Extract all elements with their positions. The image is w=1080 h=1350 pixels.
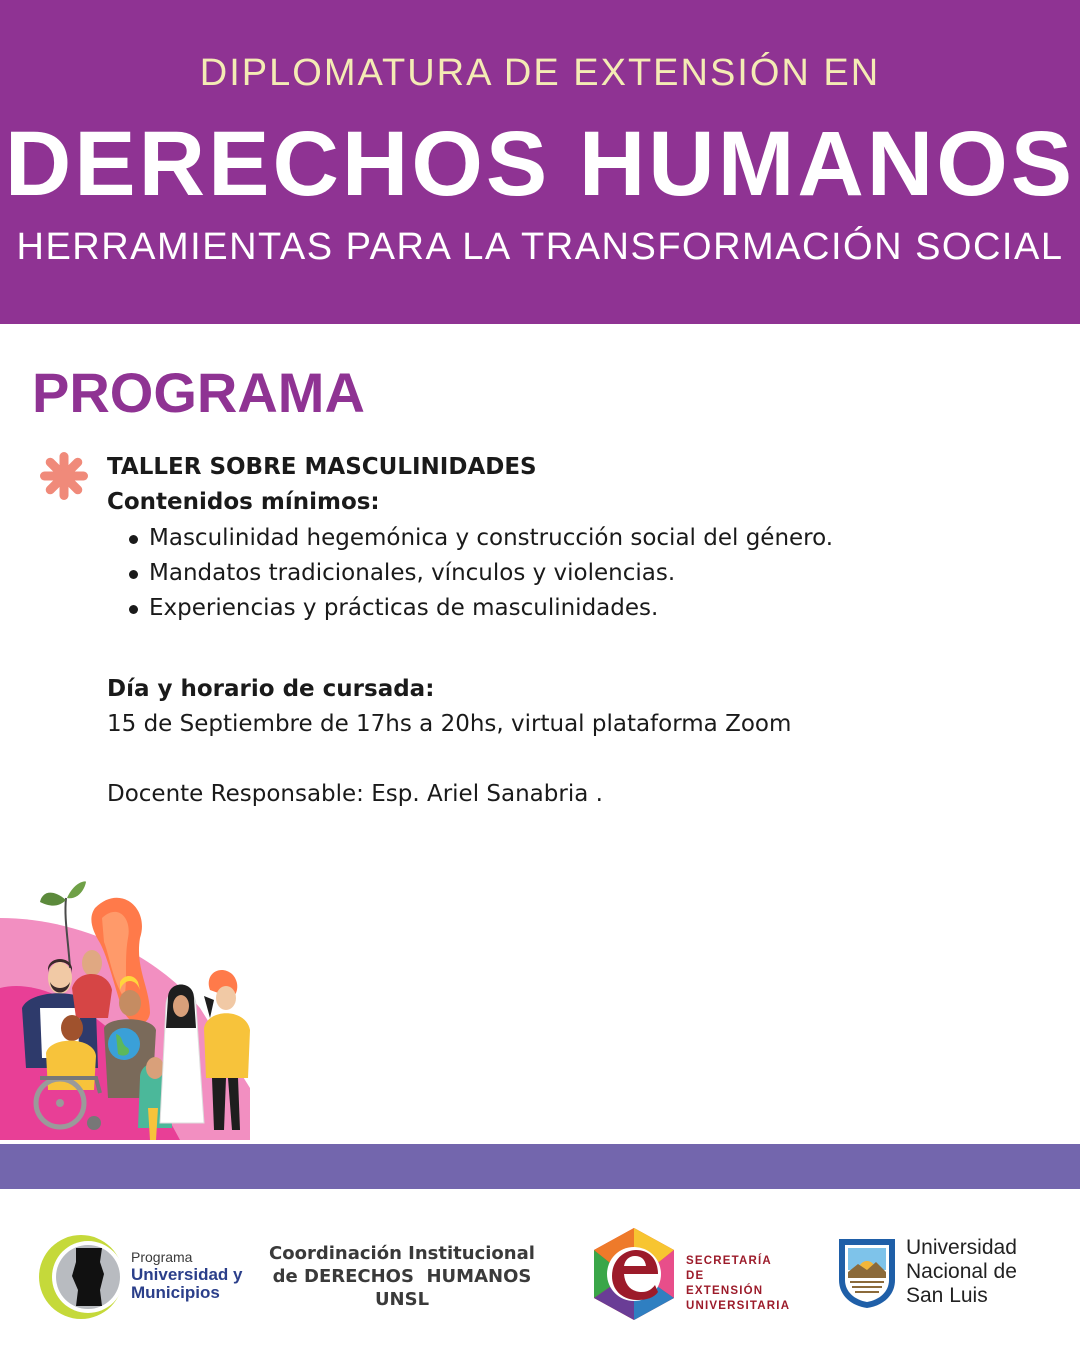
coordination-line2: de DERECHOS HUMANOS: [272, 1266, 532, 1287]
list-item-text: Experiencias y prácticas de masculinidades.: [149, 595, 659, 621]
asterisk-icon: [36, 448, 92, 504]
coordination-text: [268, 1242, 536, 1311]
coordination-line1: Coordinación Institucional: [269, 1243, 535, 1264]
pum-logo-line2: Universidad y: [131, 1265, 243, 1284]
program-content: [107, 452, 1007, 810]
unsl-logo-text: [906, 1236, 1017, 1308]
list-item: [127, 521, 1007, 556]
extension-logo-line2: EXTENSIÓN: [686, 1285, 764, 1297]
unsl-logo-line2: Nacional de: [906, 1260, 1017, 1283]
pum-logo-text: [131, 1248, 243, 1302]
programa-universidad-municipios-logo: [36, 1232, 246, 1322]
unsl-logo: [836, 1236, 1056, 1312]
secretaria-extension-logo: [588, 1226, 791, 1322]
teacher-line: Docente Responsable: Esp. Ariel Sanabria .: [107, 781, 603, 807]
extension-logo-line1: SECRETARÍA DE: [686, 1255, 772, 1282]
extension-e-logo-icon: [588, 1226, 680, 1322]
diverse-people-illustration: [0, 878, 270, 1144]
workshop-title: TALLER SOBRE MASCULINIDADES: [107, 454, 537, 480]
list-item: [127, 591, 1007, 626]
pum-logo-line3: Municipios: [131, 1283, 220, 1302]
province-map-logo-icon: [36, 1232, 126, 1322]
header-kicker: DIPLOMATURA DE EXTENSIÓN EN: [199, 52, 881, 94]
schedule-label: Día y horario de cursada:: [107, 676, 435, 702]
extension-logo-text: [686, 1254, 790, 1314]
header-banner: [0, 0, 1080, 324]
contents-label: Contenidos mínimos:: [107, 489, 380, 515]
contents-list: [127, 521, 1007, 626]
footer-band: [0, 1144, 1080, 1189]
list-item-text: Masculinidad hegemónica y construcción social del género.: [149, 525, 834, 551]
unsl-shield-icon: [836, 1236, 898, 1310]
unsl-logo-line1: Universidad: [906, 1236, 1017, 1259]
schedule-value: 15 de Septiembre de 17hs a 20hs, virtual plataforma Zoom: [107, 711, 792, 737]
extension-logo-line3: UNIVERSITARIA: [686, 1300, 791, 1312]
program-title: PROGRAMA: [32, 361, 365, 424]
bullet-dot: [129, 570, 138, 579]
bullet-dot: [129, 605, 138, 614]
list-item-text: Mandatos tradicionales, vínculos y violencias.: [149, 560, 676, 586]
header-title: DERECHOS HUMANOS: [4, 113, 1076, 215]
coordination-line3: UNSL: [374, 1289, 430, 1310]
unsl-logo-line3: San Luis: [906, 1284, 988, 1307]
bullet-dot: [129, 535, 138, 544]
header-subtitle: HERRAMIENTAS PARA LA TRANSFORMACIÓN SOCIAL: [16, 226, 1064, 268]
list-item: [127, 556, 1007, 591]
pum-logo-line1: Programa: [131, 1249, 193, 1265]
